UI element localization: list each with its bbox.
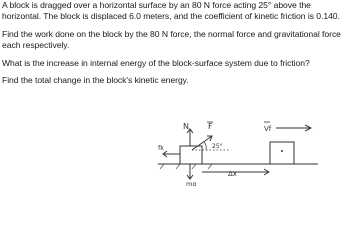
problem-text [2,0,346,86]
normal-force-label: N [183,122,189,131]
gravity-label: mg [186,180,197,186]
free-body-sketch [150,120,320,186]
question-work: Find the work done on the block by the 80 N force, the normal force and gravitational force each respectively. [2,28,341,51]
velocity-label: Vf [264,125,272,133]
question-internal-energy: What is the increase in internal energy of the block-surface system due to friction? [2,57,310,68]
ground-hatch [160,164,212,169]
applied-force-label: F [208,122,213,131]
angle-arc [204,142,206,150]
angle-label: 25° [212,143,223,150]
displacement-label: Δx [228,170,237,178]
problem-statement: A block is dragged over a horizontal surface by an 80 N force acting 25° above the horizontal. The block is displaced 6.0 meters, and the coefficient of kinetic friction is 0.140. [2,0,340,22]
friction-label: fk [158,144,165,152]
question-kinetic-energy: Find the total change in the block's kinetic energy. [2,75,189,86]
block-final [270,142,294,164]
block-initial [180,146,202,164]
